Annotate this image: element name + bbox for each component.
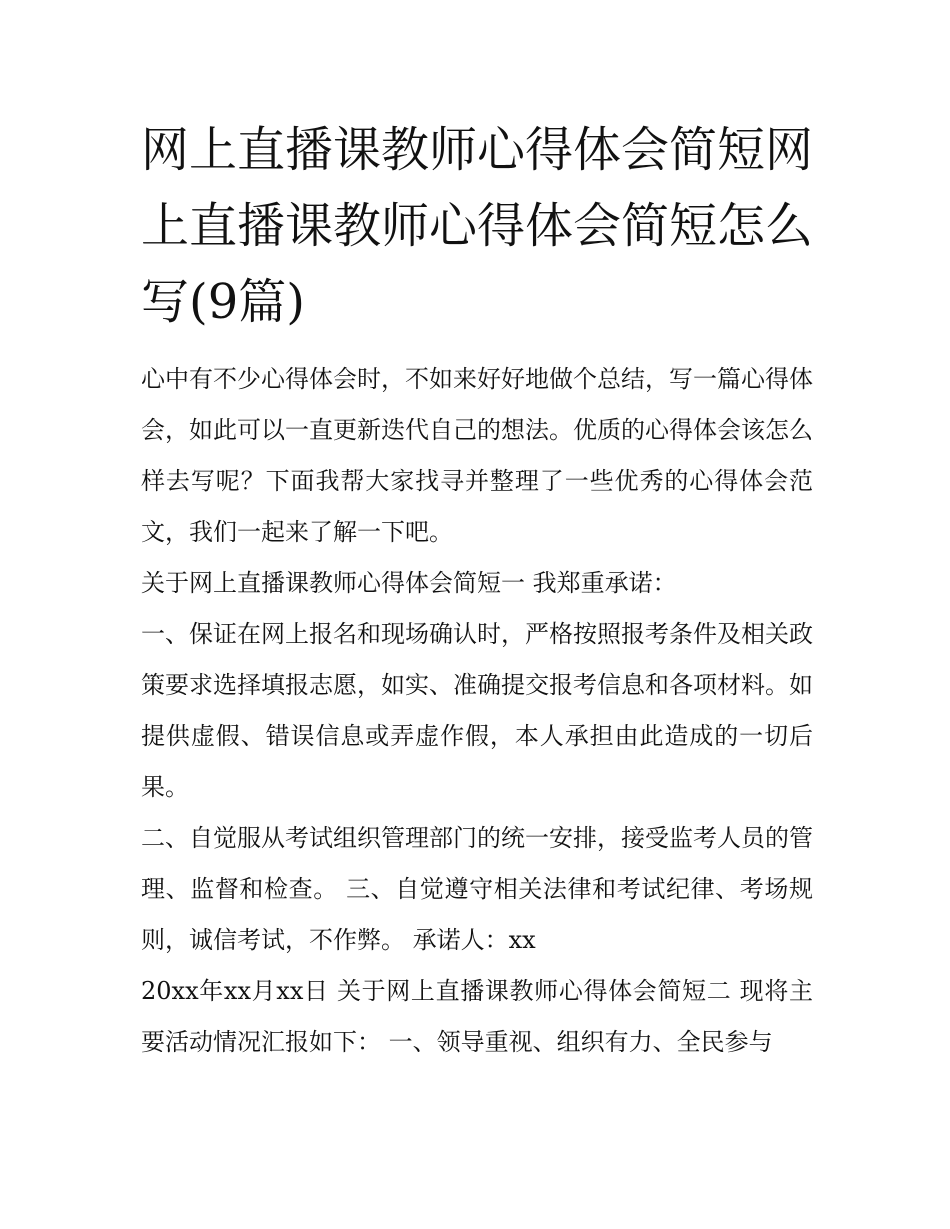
body-paragraph-intro: 心中有不少心得体会时，不如来好好地做个总结，写一篇心得体会，如此可以一直更新迭代自己的想法。优质的心得体会该怎么样去写呢？下面我帮大家找寻并整理了一些优秀的心得体会范文，我们一起来了解一下吧。 bbox=[141, 365, 813, 546]
document-title: 网上直播课教师心得体会简短网上直播课教师心得体会简短怎么写(9篇) bbox=[141, 122, 814, 330]
body-paragraph-pledge-one: 一、保证在网上报名和现场确认时，严格按照报考条件及相关政策要求选择填报志愿，如实、准确提交报考信息和各项材料。如提供虚假、错误信息或弄虚作假，本人承担由此造成的一切后果。 bbox=[141, 620, 813, 801]
body-paragraph-pledge-two-three: 二、自觉服从考试组织管理部门的统一安排，接受监考人员的管理、监督和检查。 三、自觉遵守相关法律和考试纪律、考场规则，诚信考试，不作弊。 承诺人：xx bbox=[141, 824, 813, 954]
body-paragraph-section-one-heading: 关于网上直播课教师心得体会简短一 我郑重承诺： bbox=[141, 569, 677, 597]
body-paragraph-section-two: 20xx年xx月xx日 关于网上直播课教师心得体会简短二 现将主要活动情况汇报如下： 一、领导重视、组织有力、全民参与 bbox=[141, 977, 813, 1056]
document-body bbox=[141, 354, 813, 1068]
